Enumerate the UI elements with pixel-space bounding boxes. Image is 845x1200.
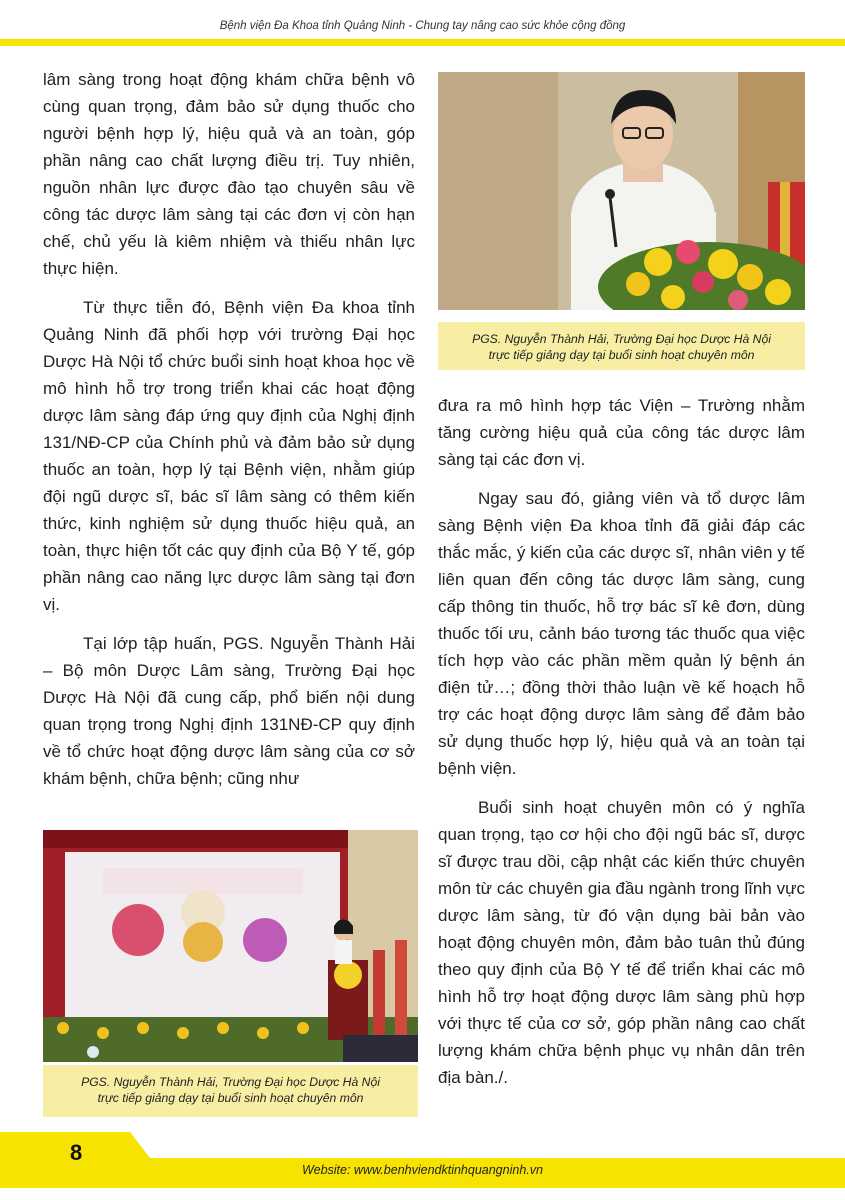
caption-line: trực tiếp giảng dạy tại buổi sinh hoạt chuyên môn	[488, 348, 755, 362]
article-paragraph: đưa ra mô hình hợp tác Viện – Trường nhằm tăng cường hiệu quả của công tác dược lâm sàng tại các đơn vị.	[438, 396, 805, 469]
lecturer-podium-photo	[438, 72, 805, 310]
conference-hall-photo	[43, 830, 418, 1062]
article-paragraph: Ngay sau đó, giảng viên và tổ dược lâm sàng Bệnh viện Đa khoa tỉnh đã giải đáp các thắc mắc, ý kiến của các dược sĩ, nhân viên y tế liên quan đến công tác dược lâm sàng, cung cấp thông tin thuốc, hỗ trợ bác sĩ kê đơn, dùng thuốc tối ưu, cảnh báo tương tác thuốc qua việc tích hợp vào các phần mềm quản lý bệnh án điện tử…; đồng thời thảo luận về kế hoạch hỗ trợ các hoạt động dược lâm sàng để đảm bảo sử dụng thuốc hợp lý, hiệu quả và an toàn tại bệnh viện.	[438, 489, 805, 778]
caption-line: PGS. Nguyễn Thành Hải, Trường Đại học Dược Hà Nội	[81, 1075, 380, 1089]
article-paragraph: Buổi sinh hoạt chuyên môn có ý nghĩa quan trọng, tạo cơ hội cho đội ngũ bác sĩ, dược sĩ được trau dồi, cập nhật các kiến thức chuyên môn từ các chuyên gia đầu ngành trong lĩnh vực dược lâm sàng, từ đó vận dụng bài bản vào hoạt động chuyên môn, đảm bảo tuân thủ đúng theo quy định của Bộ Y tế để triển khai các mô hình hỗ trợ hoạt động dược lâm sàng phù hợp với thực tế của cơ sở, góp phần nâng cao chất lượng khám chữa bệnh phục vụ nhân dân trên địa bàn./.	[438, 798, 805, 1087]
article-column-left	[43, 66, 415, 804]
page-number: 8	[70, 1140, 83, 1165]
running-header: Bệnh viện Đa Khoa tỉnh Quảng Ninh - Chung tay nâng cao sức khỏe cộng đồng	[219, 20, 626, 32]
article-paragraph: Từ thực tiễn đó, Bệnh viện Đa khoa tỉnh Quảng Ninh đã phối hợp với trường Đại học Dược Hà Nội tổ chức buổi sinh hoạt khoa học về mô hình hỗ trợ trong triển khai các hoạt động dược lâm sàng đáp ứng quy định của Nghị định 131/NĐ-CP của Chính phủ và đảm bảo sử dụng thuốc an toàn, hợp lý tại Bệnh viện, nhằm giúp đội ngũ dược sĩ, bác sĩ lâm sàng có thêm kiến thức, kinh nghiệm sử dụng thuốc hiệu quả, an toàn, thực hiện tốt các quy định của Bộ Y tế, góp phần nâng cao năng lực dược lâm sàng tại đơn vị.	[43, 298, 415, 614]
header-rule	[0, 39, 845, 46]
caption-line: PGS. Nguyễn Thành Hải, Trường Đại học Dược Hà Nội	[472, 332, 771, 346]
caption-line: trực tiếp giảng dạy tại buổi sinh hoạt chuyên môn	[97, 1091, 364, 1105]
article-paragraph: Tại lớp tập huấn, PGS. Nguyễn Thành Hải – Bộ môn Dược Lâm sàng, Trường Đại học Dược Hà Nội đã cung cấp, phổ biến nội dung quan trọng trong Nghị định 131NĐ-CP quy định về tổ chức hoạt động dược lâm sàng của cơ sở khám bệnh, chữa bệnh; cũng như	[43, 634, 415, 788]
article-paragraph: lâm sàng trong hoạt động khám chữa bệnh vô cùng quan trọng, đảm bảo sử dụng thuốc cho người bệnh hợp lý, hiệu quả và an toàn, góp phần nâng cao chất lượng điều trị. Tuy nhiên, nguồn nhân lực được đào tạo chuyên sâu về công tác dược lâm sàng tại các đơn vị còn hạn chế, chủ yếu là kiêm nhiệm và thiếu nhân lực thực hiện.	[43, 70, 415, 278]
photo-caption-top	[438, 322, 805, 370]
photo-caption-bottom	[43, 1065, 418, 1117]
website-link[interactable]: Website: www.benhviendktinhquangninh.vn	[302, 1163, 543, 1177]
article-column-right	[438, 392, 805, 1103]
